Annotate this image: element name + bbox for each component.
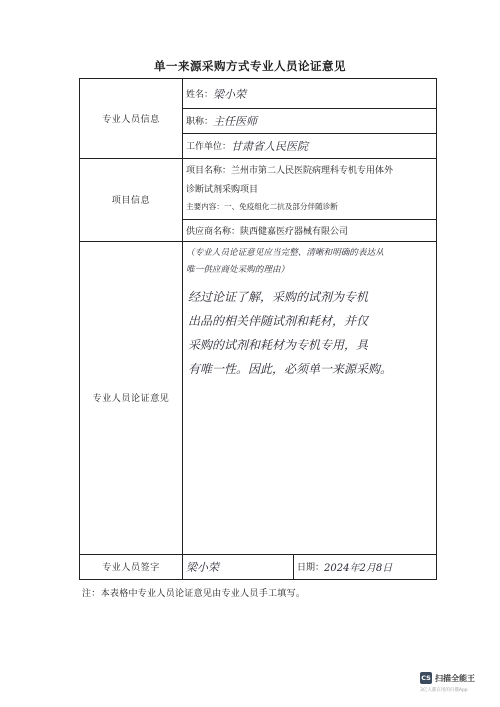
employer-value: 甘肃省人民医院 xyxy=(231,139,309,153)
name-value: 梁小荣 xyxy=(213,87,247,101)
name-row xyxy=(182,79,436,108)
scanner-watermark xyxy=(420,672,475,684)
project-content: 主要内容：一、免疫组化二抗及部分伴随诊断 xyxy=(186,202,338,211)
employer-label: 工作单位： xyxy=(186,142,232,152)
project-name-line1: 项目名称：兰州市第二人民医院病理科专机专用体外 xyxy=(186,166,394,176)
opinion-line: 采购的试剂和耗材为专机专用，具 xyxy=(188,338,369,352)
footnote: 注：本表格中专业人员论证意见由专业人员手工填写。 xyxy=(82,589,306,599)
date-value: 2024年2月8日 xyxy=(324,563,393,574)
camscanner-logo-icon: CS xyxy=(421,674,431,682)
signature-label: 专业人员签字 xyxy=(102,563,160,573)
opinion-line: 经过论证了解，采购的试剂为专机 xyxy=(188,290,369,304)
project-details xyxy=(186,162,434,220)
opinion-handwritten-text xyxy=(186,285,434,381)
title-row xyxy=(182,108,436,133)
project-info-label: 项目信息 xyxy=(111,196,151,206)
opinion-label: 专业人员论证意见 xyxy=(92,394,170,404)
watermark-app-name: 扫描全能王 xyxy=(435,673,475,683)
supplier-value: 陕西健嘉医疗器械有限公司 xyxy=(240,226,349,237)
supplier-row xyxy=(182,219,436,241)
title-label: 职称： xyxy=(186,117,214,127)
expert-info-label: 专业人员信息 xyxy=(102,115,160,125)
opinion-line: 有唯一性。因此，必须单一来源采购。 xyxy=(188,362,393,376)
supplier-label: 供应商名称： xyxy=(186,226,241,237)
opinion-form xyxy=(79,78,437,580)
name-label: 姓名： xyxy=(186,90,214,100)
document-title: 单一来源采购方式专业人员论证意见 xyxy=(154,59,346,73)
opinion-content xyxy=(186,245,434,550)
date-cell xyxy=(293,554,436,579)
title-value: 主任医师 xyxy=(213,114,258,128)
employer-row xyxy=(182,133,436,158)
project-name-line2: 诊断试剂采购项目 xyxy=(186,185,259,195)
signature-value: 梁小荣 xyxy=(186,560,219,574)
date-label: 日期： xyxy=(297,563,325,573)
opinion-hint-line2: 唯一供应商处采购的理由） xyxy=(186,265,290,275)
signature-cell xyxy=(182,554,293,579)
opinion-hint-line1: （专业人员论证意见应当完整、清晰和明确的表达从 xyxy=(186,248,384,258)
watermark-tagline: 3亿人都在用的扫描App xyxy=(420,688,468,693)
opinion-line: 出品的相关伴随试剂和耗材，并仅 xyxy=(188,314,369,328)
